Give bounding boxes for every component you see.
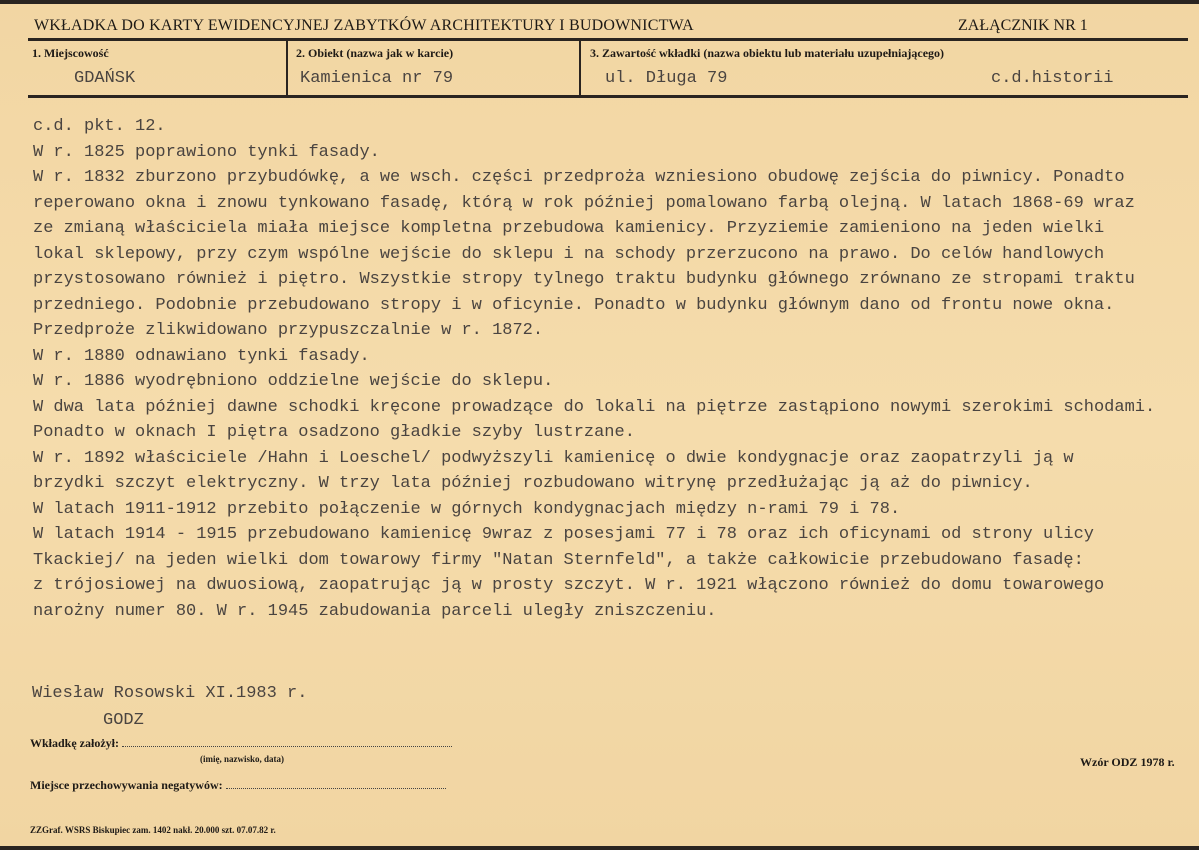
text-line: reperowano okna i znowu tynkowano fasadę, którą w rok później pomalowano farbą olejną. W latach 1868-69 wraz xyxy=(33,193,1135,213)
field-value-contents-note: c.d.historii xyxy=(991,69,1114,88)
field-label-locality: 1. Miejscowość xyxy=(32,46,109,60)
template-version: Wzór ODZ 1978 r. xyxy=(1080,755,1175,769)
scan-edge-top xyxy=(0,0,1199,4)
text-line: W r. 1880 odnawiano tynki fasady. xyxy=(33,346,370,366)
field-label-contents: 3. Zawartość wkładki (nazwa obiektu lub materiału uzupełniającego) xyxy=(590,46,945,60)
text-line: W latach 1914 - 1915 przebudowano kamienicę 9wraz z posesjami 77 i 78 oraz ich oficynami od strony ulicy xyxy=(33,525,1094,544)
field-value-contents: ul. Długa 79 xyxy=(605,69,728,88)
divider xyxy=(28,95,1188,98)
history-text xyxy=(33,114,1155,624)
text-line: W r. 1832 zburzono przybudówkę, a we wsch. części przedproża wzniesiono obudowę zejścia do piwnicy. Ponadto xyxy=(33,168,1125,187)
created-by-field xyxy=(30,736,452,751)
annex-number: ZAŁĄCZNIK NR 1 xyxy=(958,17,1088,34)
text-line: narożny numer 80. W r. 1945 zabudowania parceli uległy zniszczeniu. xyxy=(33,601,717,621)
author-signature: Wiesław Rosowski XI.1983 r. xyxy=(32,684,308,703)
created-by-label: Wkładkę założył: xyxy=(30,736,119,750)
created-by-hint: (imię, nazwisko, data) xyxy=(200,754,284,764)
text-line: ze zmianą właściciela miała miejsce kompletna przebudowa kamienicy. Przyziemie zamieniono na jeden wielki xyxy=(33,219,1105,238)
field-value-object: Kamienica nr 79 xyxy=(300,69,454,88)
created-by-line xyxy=(122,736,452,747)
text-line: przystosowano również i piętro. Wszystkie stropy tylnego traktu budynku głównego zrównano ze stropami traktu xyxy=(33,270,1135,289)
divider xyxy=(286,40,288,96)
text-line: W dwa lata później dawne schodki kręcone prowadzące do lokali na piętrze zastąpiono nowymi szerokimi schodami. xyxy=(33,397,1156,417)
negatives-label: Miejsce przechowywania negatywów: xyxy=(30,778,223,792)
field-value-locality: GDAŃSK xyxy=(74,69,136,88)
negatives-field xyxy=(30,778,446,793)
negatives-line xyxy=(226,778,446,789)
divider xyxy=(28,38,1188,41)
text-line: Ponadto w oknach I piętra osadzono gładkie szyby lustrzane. xyxy=(33,423,635,442)
text-line: W r. 1892 właściciele /Hahn i Loeschel/ podwyższyli kamienicę o dwie kondygnacje oraz zaopatrzyli ją w xyxy=(33,448,1074,468)
text-line: Tkackiej/ na jeden wielki dom towarowy firmy "Natan Sternfeld", a także całkowicie przebudowano fasadę: xyxy=(33,550,1084,570)
text-line: brzydki szczyt elektryczny. W trzy lata później rozbudowano witrynę przedłużając ją aż do piwnicy. xyxy=(33,474,1033,493)
text-line: z trójosiowej na dwuosiową, zaopatrując ją w prosty szczyt. W r. 1921 włączono również do domu towarowego xyxy=(33,576,1105,595)
text-line: przedniego. Podobnie przebudowano stropy i w oficynie. Ponadto w budynku głównym dano od frontu nowe okna. xyxy=(33,295,1115,315)
form-title: WKŁADKA DO KARTY EWIDENCYJNEJ ZABYTKÓW ARCHITEKTURY I BUDOWNICTWA xyxy=(34,17,694,34)
text-line: W r. 1825 poprawiono tynki fasady. xyxy=(33,142,380,162)
field-label-object: 2. Obiekt (nazwa jak w karcie) xyxy=(296,46,454,60)
text-line: lokal sklepowy, przy czym wspólne wejście do sklepu i na schody przerzucono na prawo. Do celów handlowych xyxy=(33,244,1105,264)
printer-info: ZZGraf. WSRS Biskupiec zam. 1402 nakł. 20.000 szt. 07.07.82 r. xyxy=(30,825,276,835)
author-organization: GODZ xyxy=(103,711,144,730)
divider xyxy=(579,40,581,96)
text-line: c.d. pkt. 12. xyxy=(33,117,166,136)
text-line: W latach 1911-1912 przebito połączenie w górnych kondygnacjach między n-rami 79 i 78. xyxy=(33,499,901,519)
scan-edge-bottom xyxy=(0,846,1199,850)
text-line: Przedproże zlikwidowano przypuszczalnie w r. 1872. xyxy=(33,321,544,340)
text-line: W r. 1886 wyodrębniono oddzielne wejście do sklepu. xyxy=(33,372,554,391)
